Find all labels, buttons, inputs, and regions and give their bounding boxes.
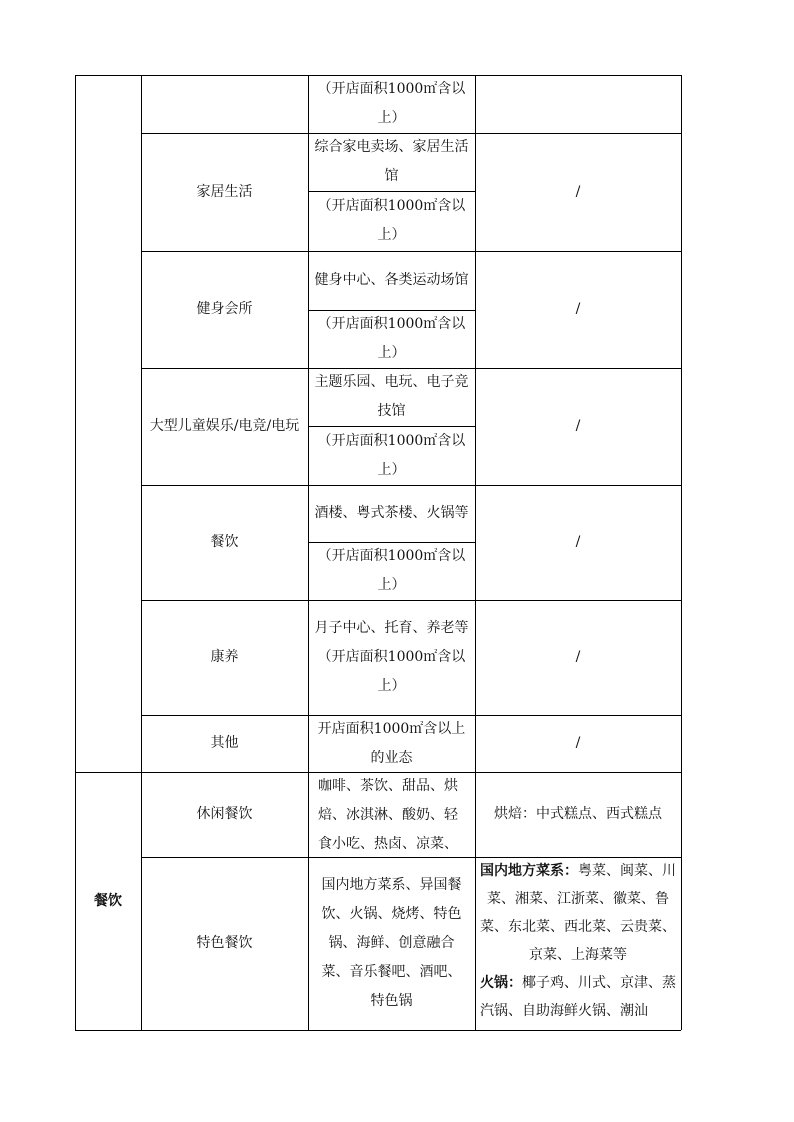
format-note: （开店面积1000㎡含以上） bbox=[317, 649, 466, 694]
subcategory-label: 休闲餐饮 bbox=[196, 806, 253, 822]
hotpot-text: 椰子鸡、川式、京津、蒸汽锅、自助海鲜火锅、潮汕 bbox=[480, 975, 676, 1019]
subcategory-cell bbox=[141, 251, 308, 368]
subcategory-cell bbox=[141, 857, 308, 1030]
subcategory-label: 康养 bbox=[210, 649, 239, 665]
format-note-cell bbox=[308, 75, 475, 133]
format-main: 国内地方菜系、异国餐饮、火锅、烧烤、特色锅、海鲜、创意融合菜、音乐餐吧、酒吧、特色锅 bbox=[321, 877, 462, 1009]
examples-text: / bbox=[575, 649, 581, 665]
format-note-cell bbox=[308, 191, 475, 251]
format-main: 咖啡、茶饮、甜品、烘焙、冰淇淋、酸奶、轻食小吃、热卤、凉菜、 bbox=[318, 778, 458, 852]
format-main: 月子中心、托育、养老等 bbox=[314, 620, 469, 636]
examples-cell bbox=[475, 251, 681, 368]
format-main: 健身中心、各类运动场馆 bbox=[314, 272, 469, 288]
subcategory-label: 家居生活 bbox=[196, 183, 253, 200]
format-main-cell bbox=[308, 133, 475, 191]
examples-text: / bbox=[575, 735, 581, 751]
examples-text: 烘焙：中式糕点、西式糕点 bbox=[494, 806, 662, 822]
format-note-cell bbox=[308, 310, 475, 368]
examples-text: / bbox=[575, 534, 581, 550]
format-note: （开店面积1000㎡含以上） bbox=[317, 198, 466, 243]
category-cell bbox=[75, 772, 141, 1030]
format-main-cell bbox=[308, 251, 475, 310]
format-main-cell bbox=[308, 857, 475, 1030]
subcategory-cell bbox=[141, 772, 308, 857]
subcategory-label: 健身会所 bbox=[196, 301, 253, 317]
subcategory-label: 特色餐饮 bbox=[196, 935, 253, 951]
format-note: （开店面积1000㎡含以上） bbox=[317, 81, 466, 126]
examples-text: / bbox=[575, 418, 581, 434]
examples-cell bbox=[475, 485, 681, 600]
format-note-cell bbox=[308, 542, 475, 600]
examples-cell bbox=[475, 772, 681, 857]
examples-cell bbox=[475, 133, 681, 251]
examples-cell bbox=[475, 715, 681, 772]
examples-text: / bbox=[575, 301, 581, 317]
subcategory-label: 餐饮 bbox=[210, 534, 239, 550]
format-main: 开店面积1000㎡含以上的业态 bbox=[317, 720, 466, 766]
table-border-right bbox=[681, 75, 682, 1030]
hotpot-label: 火锅： bbox=[480, 975, 522, 991]
format-note: （开店面积1000㎡含以上） bbox=[317, 432, 466, 478]
cuisine-label: 国内地方菜系： bbox=[480, 863, 578, 879]
format-main-cell bbox=[308, 368, 475, 426]
examples-text: / bbox=[575, 183, 581, 200]
subcategory-label: 大型儿童娱乐/电竞/电玩 bbox=[149, 418, 300, 434]
subcategory-label: 其他 bbox=[210, 735, 239, 751]
format-main-cell bbox=[308, 715, 475, 772]
format-note: （开店面积1000㎡含以上） bbox=[317, 548, 466, 593]
examples-cell bbox=[475, 368, 681, 485]
subcategory-cell bbox=[141, 485, 308, 600]
examples-cell bbox=[475, 600, 681, 715]
subcategory-cell bbox=[141, 715, 308, 772]
format-main: 综合家电卖场、家居生活馆 bbox=[314, 139, 469, 184]
format-note-cell bbox=[308, 426, 475, 485]
format-main: 主题乐园、电玩、电子竞技馆 bbox=[314, 374, 469, 419]
examples-cell bbox=[475, 857, 681, 1030]
hotpot-paragraph bbox=[480, 969, 676, 1025]
cuisine-text: 粤菜、闽菜、川菜、湘菜、江浙菜、徽菜、鲁菜、东北菜、西北菜、云贵菜、京菜、上海菜等 bbox=[480, 863, 676, 963]
format-main: 酒楼、粤式茶楼、火锅等 bbox=[314, 505, 469, 521]
cuisine-paragraph bbox=[480, 857, 676, 969]
table-border-bottom bbox=[75, 1030, 681, 1031]
subcategory-cell bbox=[141, 368, 308, 485]
format-main-cell bbox=[308, 772, 475, 857]
format-note: （开店面积1000㎡含以上） bbox=[317, 316, 466, 361]
subcategory-cell bbox=[141, 600, 308, 715]
category-label: 餐饮 bbox=[94, 892, 122, 909]
format-main-cell bbox=[308, 600, 475, 715]
format-main-cell bbox=[308, 485, 475, 542]
table-border-top bbox=[75, 75, 141, 76]
subcategory-cell bbox=[141, 133, 308, 251]
